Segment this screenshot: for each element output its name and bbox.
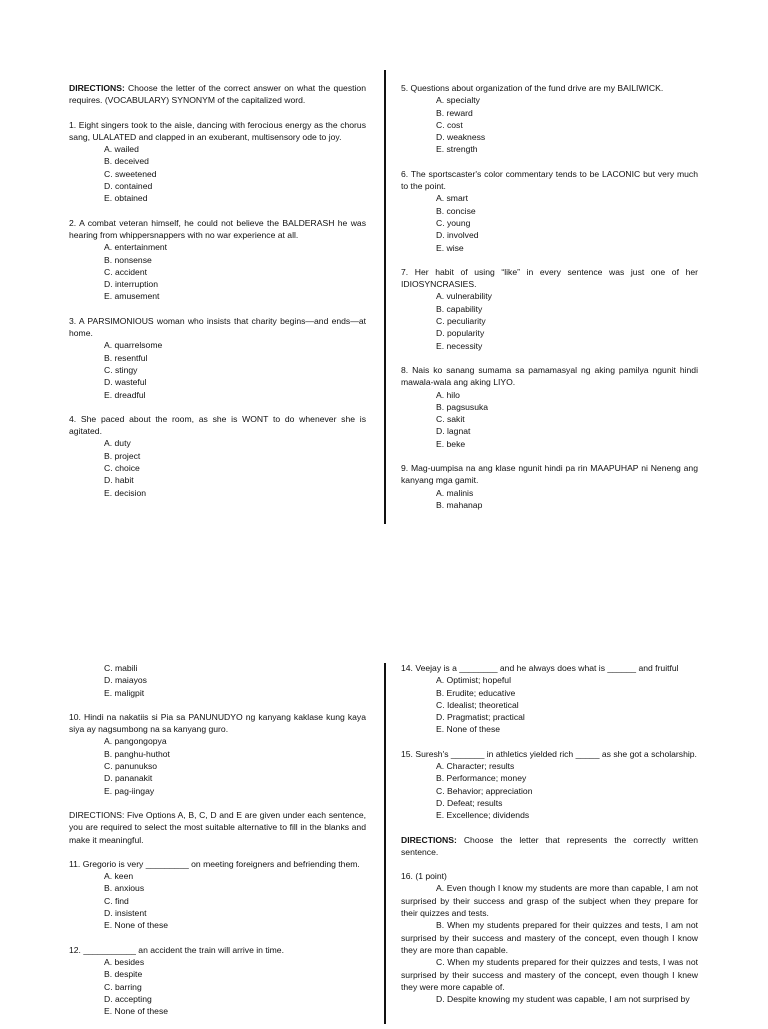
option: B. panghu-huthot: [104, 748, 170, 759]
option: C. accident: [104, 266, 147, 277]
option: D. Pragmatist; practical: [436, 712, 525, 723]
option: C. stingy: [104, 364, 138, 375]
option: B. Performance; money: [436, 773, 527, 784]
option: B. nonsense: [104, 254, 152, 265]
option: A. duty: [104, 438, 131, 449]
page1-left-column: [69, 82, 366, 511]
question-2: 2. A combat veteran himself, he could not believe the BALDERASH he was hearing from whippersnappers with no war experience at all.: [69, 217, 366, 240]
option: E. necessity: [436, 340, 483, 351]
question-11: 11. Gregorio is very _________ on meeting foreigners and befriending them.: [69, 858, 360, 869]
option: A. Character; results: [436, 761, 515, 772]
option: A. specialty: [436, 95, 480, 106]
question-14-options: [401, 674, 698, 735]
option: A. malinis: [436, 487, 474, 498]
question-12-options: [69, 956, 366, 1017]
option: A. Optimist; hopeful: [436, 675, 511, 686]
option: C. sakit: [436, 414, 465, 425]
option: E. wise: [436, 242, 464, 253]
question-16-option-b: B. When my students prepared for their quizzes and tests, I am not surprised by their success and mastery of the concept, even though I know they are more than capable.: [401, 920, 698, 955]
option: E. maligpit: [104, 687, 145, 698]
option: C. sweetened: [104, 168, 157, 179]
question-3-options: [69, 339, 366, 400]
option: D. accepting: [104, 993, 152, 1004]
question-1: 1. Eight singers took to the aisle, dancing with ferocious energy as the chorus sang, ULALATED and clapped in an exuberant, multisensory ode to joy.: [69, 119, 366, 142]
question-2-options: [69, 241, 366, 302]
question-7-options: [401, 290, 698, 351]
option: E. decision: [104, 487, 147, 498]
option: C. find: [104, 895, 129, 906]
option: E. strength: [436, 144, 478, 155]
option: D. pananakit: [104, 773, 153, 784]
question-4: 4. She paced about the room, as she is WONT to do whenever she is agitated.: [69, 413, 366, 437]
question-11-options: [69, 870, 366, 931]
option: A. wailed: [104, 144, 139, 155]
question-14: 14. Veejay is a ________ and he always does what is ______ and fruitful: [401, 663, 679, 673]
option: B. resentful: [104, 352, 148, 363]
option: A. hilo: [436, 389, 460, 400]
option: E. amusement: [104, 291, 160, 302]
question-6: 6. The sportscaster's color commentary tends to be LACONIC but very much to the point.: [401, 168, 698, 192]
option: D. contained: [104, 181, 153, 192]
option: D. insistent: [104, 908, 147, 919]
question-16-header: 16. (1 point): [401, 871, 447, 882]
option: E. None of these: [436, 724, 501, 735]
question-12: 12. ___________ an accident the train will arrive in time.: [69, 944, 284, 955]
option: A. keen: [104, 871, 134, 882]
option: E. pag-iingay: [104, 785, 155, 796]
question-5-options: [401, 94, 698, 155]
option: D. habit: [104, 475, 134, 486]
question-15: 15. Suresh's _______ in athletics yielded rich _____ as she got a scholarship.: [401, 748, 697, 759]
option: E. Excellence; dividends: [436, 810, 530, 821]
question-15-options: [401, 760, 698, 821]
question-4-options: [69, 437, 366, 498]
directions-sentence: DIRECTIONS: Choose the letter that represents the correctly written sentence.: [401, 834, 698, 857]
option: E. None of these: [104, 920, 169, 931]
option: D. Defeat; results: [436, 797, 503, 808]
question-6-options: [401, 192, 698, 253]
option: A. smart: [436, 193, 468, 204]
question-16-option-a: A. Even though I know my students are more than capable, I am not surprised by their success and grasp of the subject when they prepare for their quizzes and tests.: [401, 883, 698, 919]
option: B. capability: [436, 303, 483, 314]
option: B. pagsusuka: [436, 401, 489, 412]
question-9-options: [401, 487, 698, 512]
option: C. panunukso: [104, 761, 158, 772]
option: B. mahanap: [436, 499, 483, 510]
option: C. mabili: [104, 663, 138, 673]
column-divider-top: [384, 70, 386, 524]
option: E. None of these: [104, 1006, 169, 1017]
page2-left-column: [69, 662, 366, 1029]
option: E. dreadful: [104, 389, 146, 400]
option: C. barring: [104, 981, 142, 992]
option: C. cost: [436, 119, 463, 130]
option: D. interruption: [104, 279, 158, 290]
option: B. anxious: [104, 883, 145, 894]
option: C. Idealist; theoretical: [436, 699, 519, 710]
option: B. despite: [104, 969, 143, 980]
option: B. concise: [436, 205, 476, 216]
question-8: 8. Nais ko sanang sumama sa pamamasyal ng aking pamilya ngunit hindi mawala-wala ang aking LIYO.: [401, 364, 698, 388]
question-10-options: [69, 735, 366, 796]
option: A. vulnerability: [436, 291, 492, 302]
option: C. young: [436, 217, 471, 228]
question-5: 5. Questions about organization of the fund drive are my BAILIWICK.: [401, 83, 664, 93]
option: D. popularity: [436, 328, 485, 339]
option: E. obtained: [104, 193, 148, 204]
option: A. pangongopya: [104, 736, 167, 747]
option: C. choice: [104, 463, 140, 474]
directions-fill-in: DIRECTIONS: Five Options A, B, C, D and E are given under each sentence, you are required to select the most suitable alternative to fill in the blanks and make it meaningful.: [69, 809, 366, 845]
question-9-options-continued: [69, 662, 366, 699]
page1-right-column: [401, 82, 698, 523]
column-divider-bottom: [384, 663, 386, 1024]
option: D. weakness: [436, 132, 486, 143]
option: D. maiayos: [104, 675, 147, 686]
question-7: 7. Her habit of using “like” in every sentence was just one of her IDIOSYNCRASIES.: [401, 266, 698, 290]
question-1-options: [69, 143, 366, 204]
option: E. beke: [436, 438, 466, 449]
option: A. quarrelsome: [104, 340, 163, 351]
option: B. deceived: [104, 156, 149, 167]
question-16-option-c: C. When my students prepared for their quizzes and tests, I was not surprised by their success and mastery of the concept, even though I knew they were more capable of.: [401, 957, 698, 992]
option: D. involved: [436, 230, 479, 241]
directions: DIRECTIONS: Choose the letter of the correct answer on what the question requires. (VOCABULARY) SYNONYM of the capitalized word.: [69, 83, 366, 106]
option: C. Behavior; appreciation: [436, 785, 533, 796]
option: A. besides: [104, 956, 145, 967]
option: D. lagnat: [436, 426, 471, 437]
option: B. project: [104, 450, 141, 461]
question-16-option-d: D. Despite knowing my student was capable, I am not surprised by: [436, 994, 690, 1005]
option: A. entertainment: [104, 242, 168, 253]
question-3: 3. A PARSIMONIOUS woman who insists that charity begins—and ends—at home.: [69, 315, 366, 339]
option: D. wasteful: [104, 377, 147, 388]
option: C. peculiarity: [436, 316, 486, 327]
page2-right-column: [401, 662, 698, 1005]
option: B. reward: [436, 107, 473, 118]
question-9: 9. Mag-uumpisa na ang klase ngunit hindi pa rin MAAPUHAP ni Neneng ang kanyang mga gamit.: [401, 463, 698, 486]
question-10: 10. Hindi na nakatiis si Pia sa PANUNUDYO ng kanyang kaklase kung kaya siya ay nagsumbong na sa kanyang guro.: [69, 711, 366, 735]
question-8-options: [401, 389, 698, 450]
option: B. Erudite; educative: [436, 687, 516, 698]
